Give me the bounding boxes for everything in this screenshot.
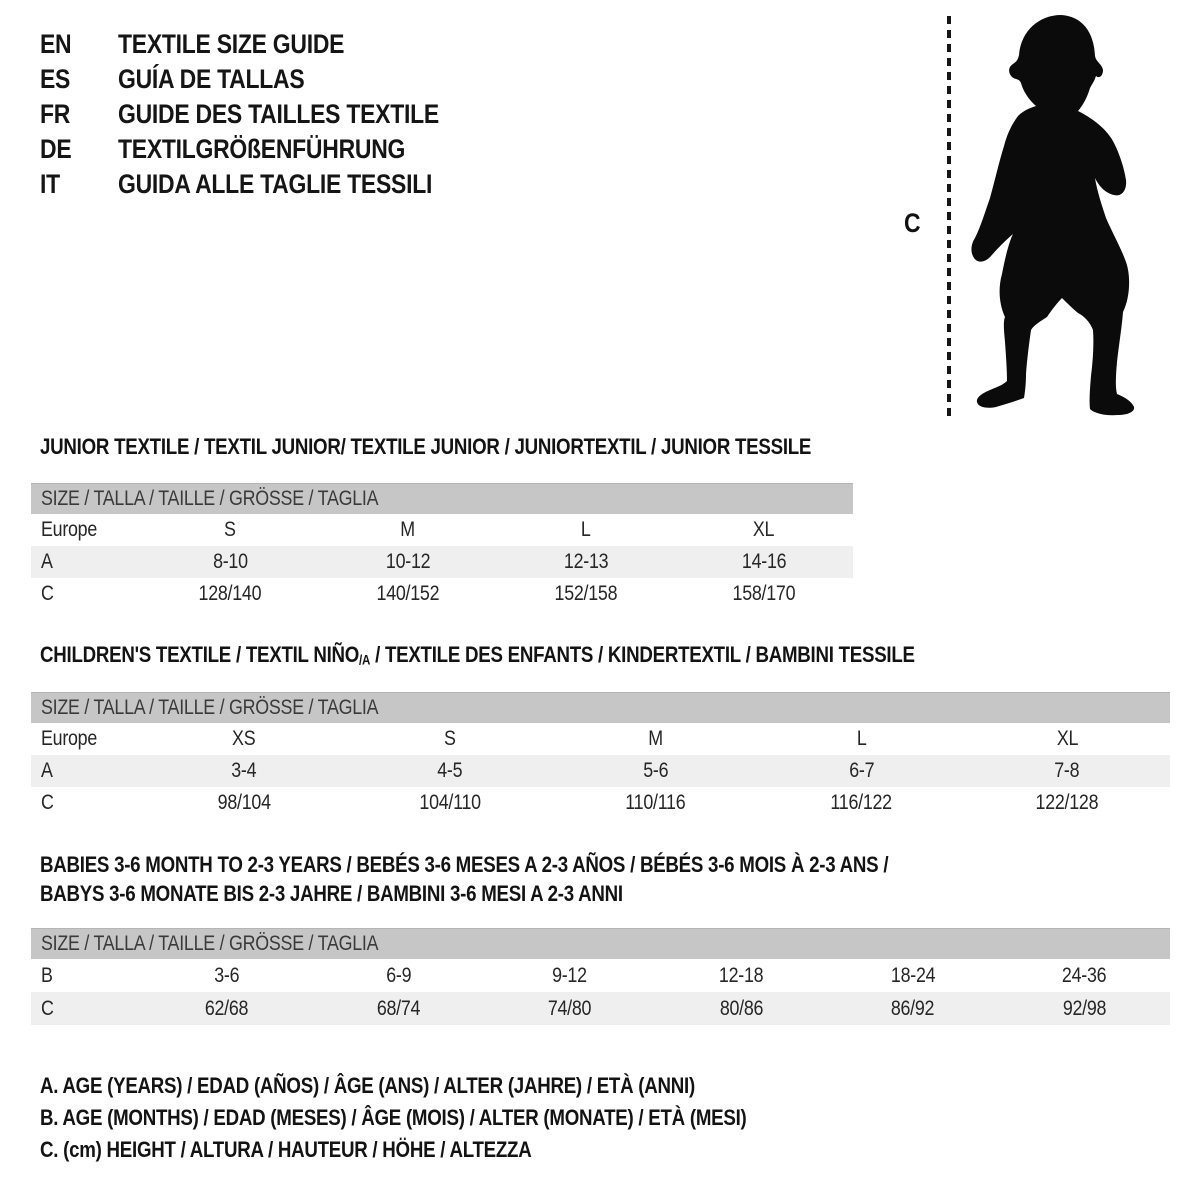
- legend-line-b: B. AGE (MONTHS) / EDAD (MESES) / ÂGE (MOIS) / ALTER (MONATE) / ETÀ (MESI): [40, 1105, 747, 1130]
- babies-size-header-bar: SIZE / TALLA / TAILLE / GRÖSSE / TAGLIA: [31, 928, 1170, 959]
- table-row-age-years: A 3-4 4-5 5-6 6-7 7-8: [31, 755, 1170, 787]
- legend-line-c: C. (cm) HEIGHT / ALTURA / HAUTEUR / HÖHE / ALTEZZA: [40, 1137, 532, 1162]
- lang-row-it: [40, 167, 496, 202]
- row-label: C: [41, 582, 54, 605]
- lang-code: DE: [40, 134, 72, 164]
- row-label: C: [41, 791, 54, 814]
- language-title-list: [40, 27, 496, 202]
- table-row-europe: Europe S M L XL: [41, 518, 775, 541]
- toddler-silhouette-image: [956, 12, 1160, 422]
- table-row-height-cm: C 128/140 140/152 152/158 158/170: [41, 582, 796, 605]
- lang-code: IT: [40, 169, 60, 199]
- row-label: Europe: [41, 727, 98, 750]
- table-row-europe: Europe XS S M L XL: [41, 727, 1078, 750]
- page-title-es: GUÍA DE TALLAS: [118, 64, 305, 94]
- height-measure-label: C: [904, 208, 921, 238]
- row-label: C: [41, 996, 54, 1020]
- lang-code: EN: [40, 29, 72, 59]
- children-section-title: CHILDREN'S TEXTILE / TEXTIL NIÑO/A / TEXTILE DES ENFANTS / KINDERTEXTIL / BAMBINI TESSILE: [40, 642, 915, 668]
- row-label: B: [41, 963, 53, 987]
- page-title: TEXTILE SIZE GUIDE: [118, 29, 345, 59]
- junior-size-table: [31, 483, 853, 610]
- table-row-height-cm: C 98/104 104/110 110/116 116/122 122/128: [41, 791, 1099, 814]
- lang-row-fr: [40, 97, 496, 132]
- row-label: A: [41, 550, 53, 573]
- children-size-header-bar: SIZE / TALLA / TAILLE / GRÖSSE / TAGLIA: [31, 692, 1170, 723]
- lang-row-es: [40, 62, 496, 97]
- page-title-de: TEXTILGRÖßENFÜHRUNG: [118, 134, 406, 164]
- table-row-age-months: B 3-6 6-9 9-12 12-18 18-24 24-36: [41, 963, 1107, 987]
- lang-code: ES: [40, 64, 71, 94]
- babies-size-table: [31, 928, 1170, 1025]
- junior-size-header-bar: SIZE / TALLA / TAILLE / GRÖSSE / TAGLIA: [31, 483, 853, 514]
- measurement-legend: [40, 1070, 871, 1166]
- lang-code: FR: [40, 99, 71, 129]
- legend-line-a: A. AGE (YEARS) / EDAD (AÑOS) / ÂGE (ANS) / ALTER (JAHRE) / ETÀ (ANNI): [40, 1073, 695, 1098]
- table-row-age-years: A 8-10 10-12 12-13 14-16: [31, 546, 853, 578]
- row-label: A: [41, 759, 53, 782]
- children-size-table: [31, 692, 1170, 819]
- row-label: Europe: [41, 518, 98, 541]
- page-title-it: GUIDA ALLE TAGLIE TESSILI: [118, 169, 433, 199]
- lang-row-en: [40, 27, 496, 62]
- lang-row-de: [40, 132, 496, 167]
- page-title-fr: GUIDE DES TAILLES TEXTILE: [118, 99, 439, 129]
- table-row-height-cm: C 62/68 68/74 74/80 80/86 86/92 92/98: [31, 992, 1170, 1025]
- height-measure-dashed-line: [947, 16, 951, 416]
- junior-section-title: JUNIOR TEXTILE / TEXTIL JUNIOR/ TEXTILE JUNIOR / JUNIORTEXTIL / JUNIOR TESSILE: [40, 434, 812, 459]
- babies-section-title: BABIES 3-6 MONTH TO 2-3 YEARS / BEBÉS 3-6 MESES A 2-3 AÑOS / BÉBÉS 3-6 MOIS À 2-3 ANS / BABYS 3-6 MONATE BIS 2-3 JAHRE / BAMBINI 3-6 MESI A 2-3 ANNI: [40, 852, 889, 906]
